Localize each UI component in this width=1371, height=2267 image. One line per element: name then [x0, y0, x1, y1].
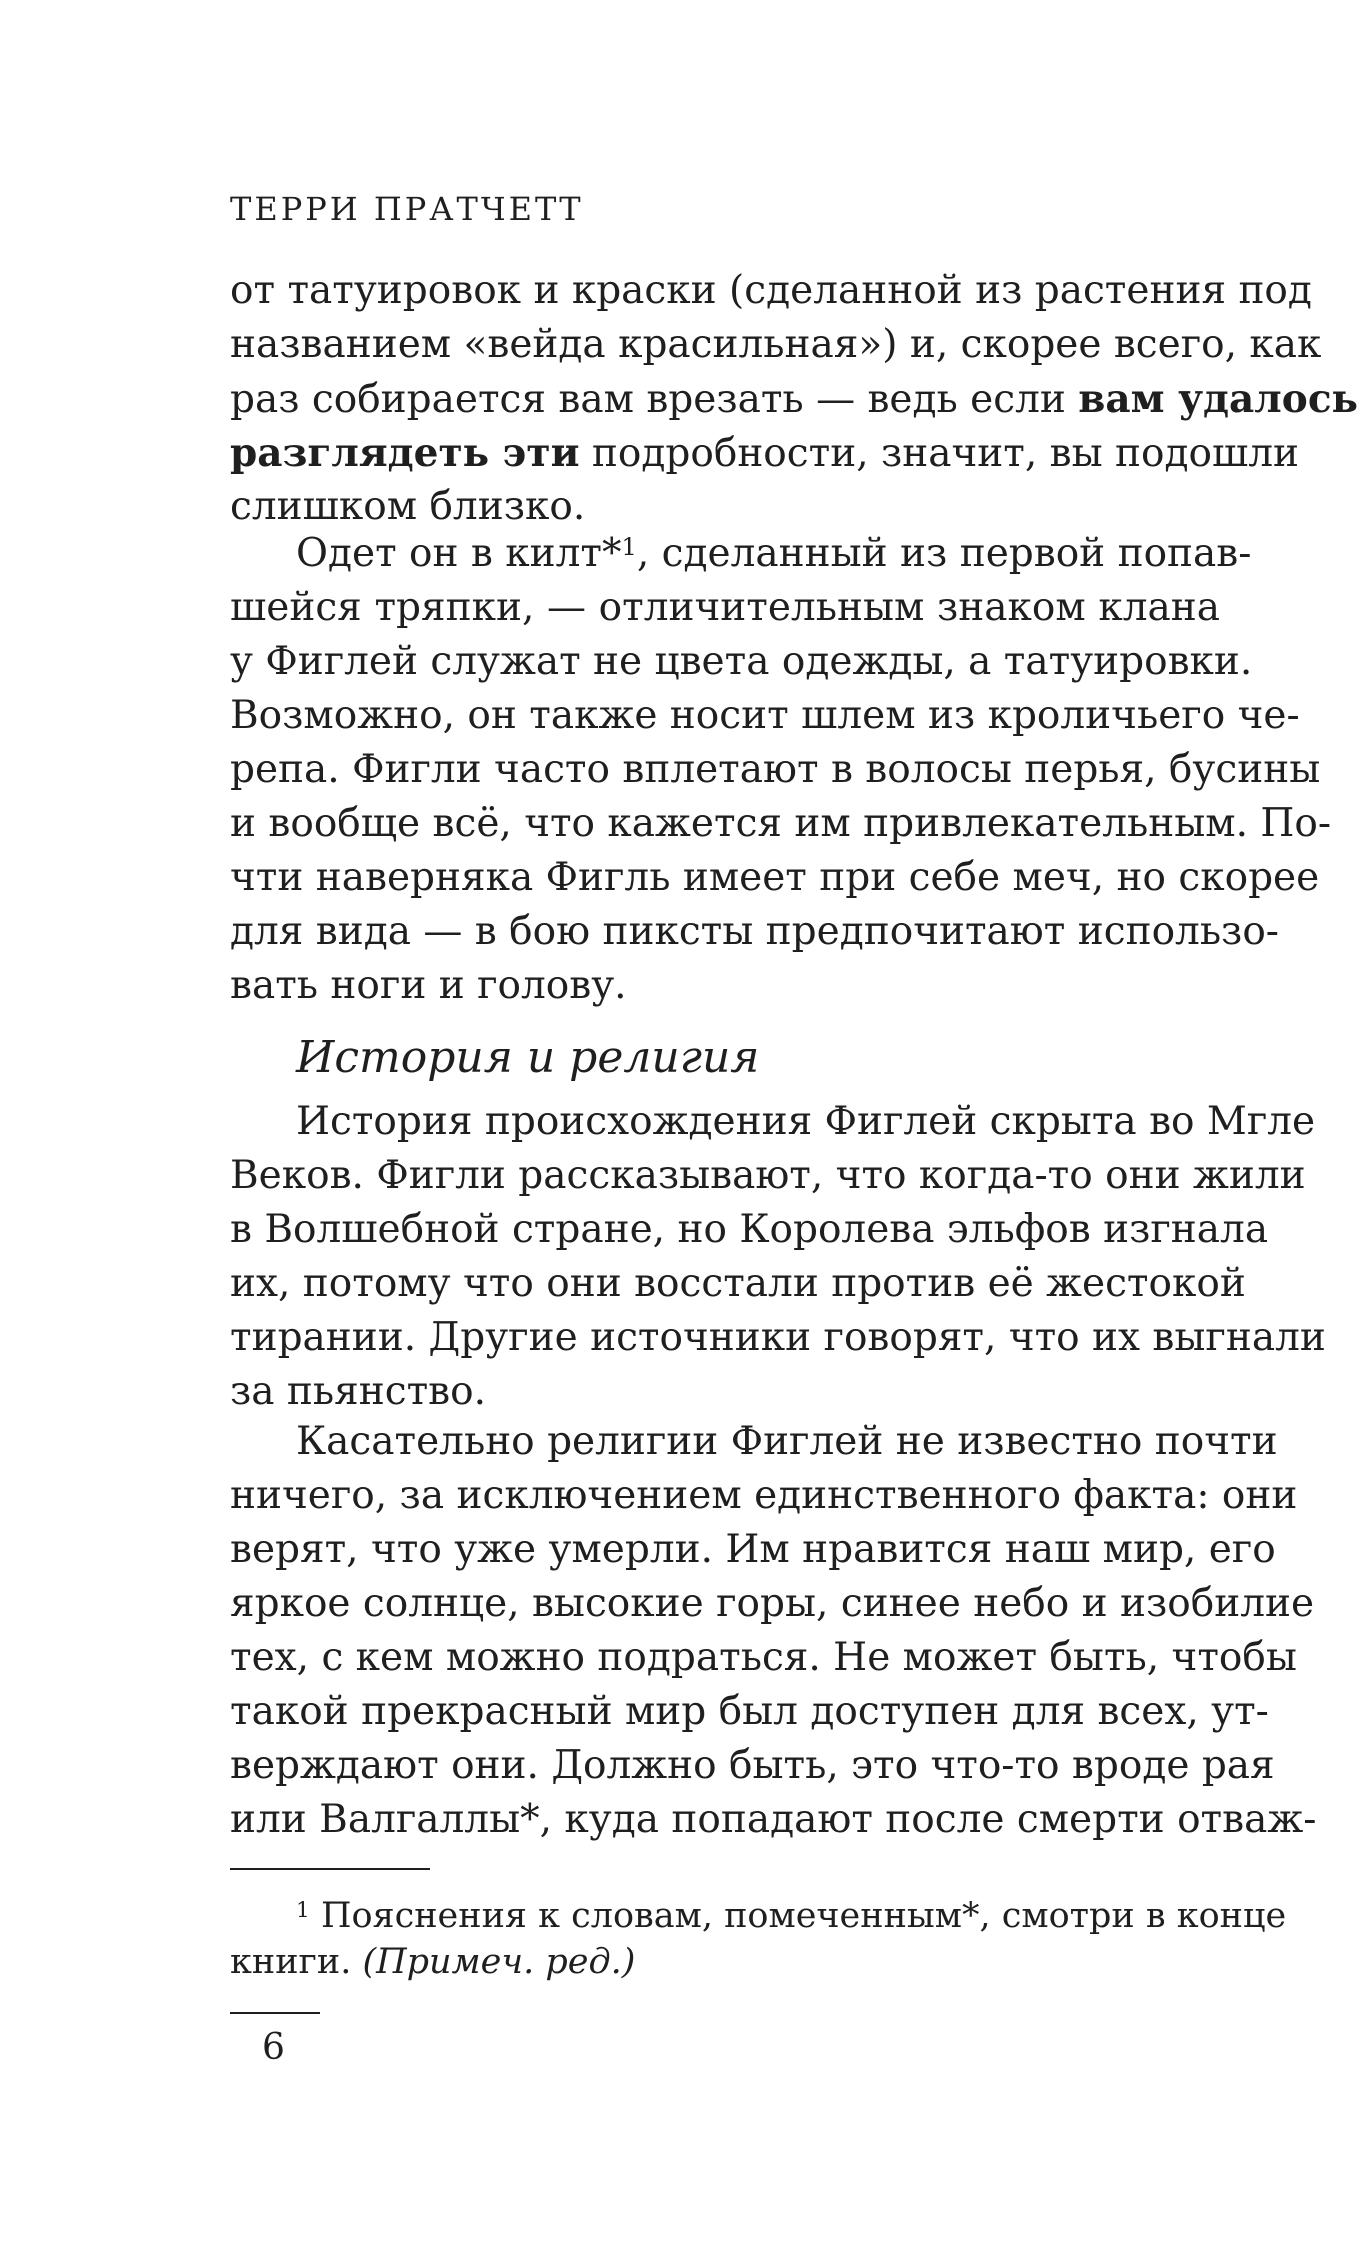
line-text: подробности, значит, вы подошли: [591, 431, 1300, 476]
paragraph-line: тирании. Другие источники говорят, что их выгнали: [230, 1315, 1326, 1360]
paragraph-line: и вообще всё, что кажется им привлекательным. По-: [230, 801, 1332, 846]
paragraph-line: для вида — в бою пиксты предпочитают использо-: [230, 909, 1279, 954]
footnote-line: [230, 1939, 1220, 1985]
paragraph-line: репа. Фигли часто вплетают в волосы перья, бусины: [230, 747, 1321, 792]
line-text: , сделанный из первой попав-: [636, 531, 1252, 576]
paragraph-line: Возможно, он также носит шлем из кроличьего че-: [230, 693, 1300, 738]
paragraph-line: [230, 527, 1252, 581]
paragraph-line: верждают они. Должно быть, это что-то вроде рая: [230, 1743, 1275, 1788]
page-number: 6: [262, 2027, 285, 2068]
paragraph-line: Касательно религии Фиглей не известно почти: [296, 1419, 1278, 1464]
paragraph-line: [230, 426, 1300, 480]
page-number-rule: [230, 2012, 320, 2014]
paragraph-line: История происхождения Фиглей скрыта во Мгле: [296, 1099, 1316, 1144]
paragraph-line: их, потому что они восстали против её жестокой: [230, 1261, 1246, 1306]
paragraph-line: яркое солнце, высокие горы, синее небо и изобилие: [230, 1581, 1315, 1626]
paragraph-line: за пьянство.: [230, 1369, 486, 1414]
paragraph-line: верят, что уже умерли. Им нравится наш мир, его: [230, 1527, 1276, 1572]
paragraph-line: чти наверняка Фигль имеет при себе меч, но скорее: [230, 855, 1320, 900]
footnote-text: Пояснения к словам, помеченным*, смотри в конце: [320, 1896, 1287, 1936]
footnote-text: книги.: [230, 1942, 352, 1982]
paragraph-line: [230, 372, 1359, 426]
paragraph-line: шейся тряпки, — отличительным знаком клана: [230, 585, 1220, 630]
paragraph-line: ничего, за исключением единственного факта: они: [230, 1473, 1298, 1518]
paragraph-line: Веков. Фигли рассказывают, что когда-то они жили: [230, 1153, 1306, 1198]
footnote-divider: [230, 1868, 430, 1870]
paragraph-line: слишком близко.: [230, 484, 586, 529]
paragraph-line: в Волшебной стране, но Королева эльфов изгнала: [230, 1207, 1269, 1252]
paragraph-line: от татуировок и краски (сделанной из растения под: [230, 268, 1312, 313]
paragraph-line: вать ноги и голову.: [230, 963, 627, 1008]
bold-phrase: вам удалось: [1078, 376, 1359, 422]
paragraph-line: тех, с кем можно подраться. Не может быть, чтобы: [230, 1635, 1297, 1680]
paragraph-line: такой прекрасный мир был доступен для всех, ут-: [230, 1689, 1269, 1734]
footnote-line: [230, 1893, 1287, 1939]
paragraph-line: или Валгаллы*, куда попадают после смерти отваж-: [230, 1797, 1317, 1842]
running-head: ТЕРРИ ПРАТЧЕТТ: [230, 190, 584, 228]
paragraph-line: названием «вейда красильная») и, скорее всего, как: [230, 322, 1322, 367]
bold-phrase: разглядеть эти: [230, 430, 580, 476]
editor-note: (Примеч. ред.): [362, 1942, 636, 1982]
paragraph-3: [230, 1095, 1326, 1419]
footnote-reference: 1: [621, 533, 637, 562]
footnote: [230, 1893, 1287, 1985]
line-text: раз собирается вам врезать — ведь если: [230, 377, 1066, 422]
footnote-marker: 1: [296, 1898, 310, 1924]
paragraph-2: [230, 527, 1332, 1013]
section-heading: История и религия: [296, 1032, 760, 1083]
paragraph-line: у Фиглей служат не цвета одежды, а татуировки.: [230, 639, 1253, 684]
paragraph-4: [230, 1415, 1317, 1847]
line-text: Одет он в килт*: [296, 531, 622, 576]
paragraph-1: [230, 264, 1359, 534]
